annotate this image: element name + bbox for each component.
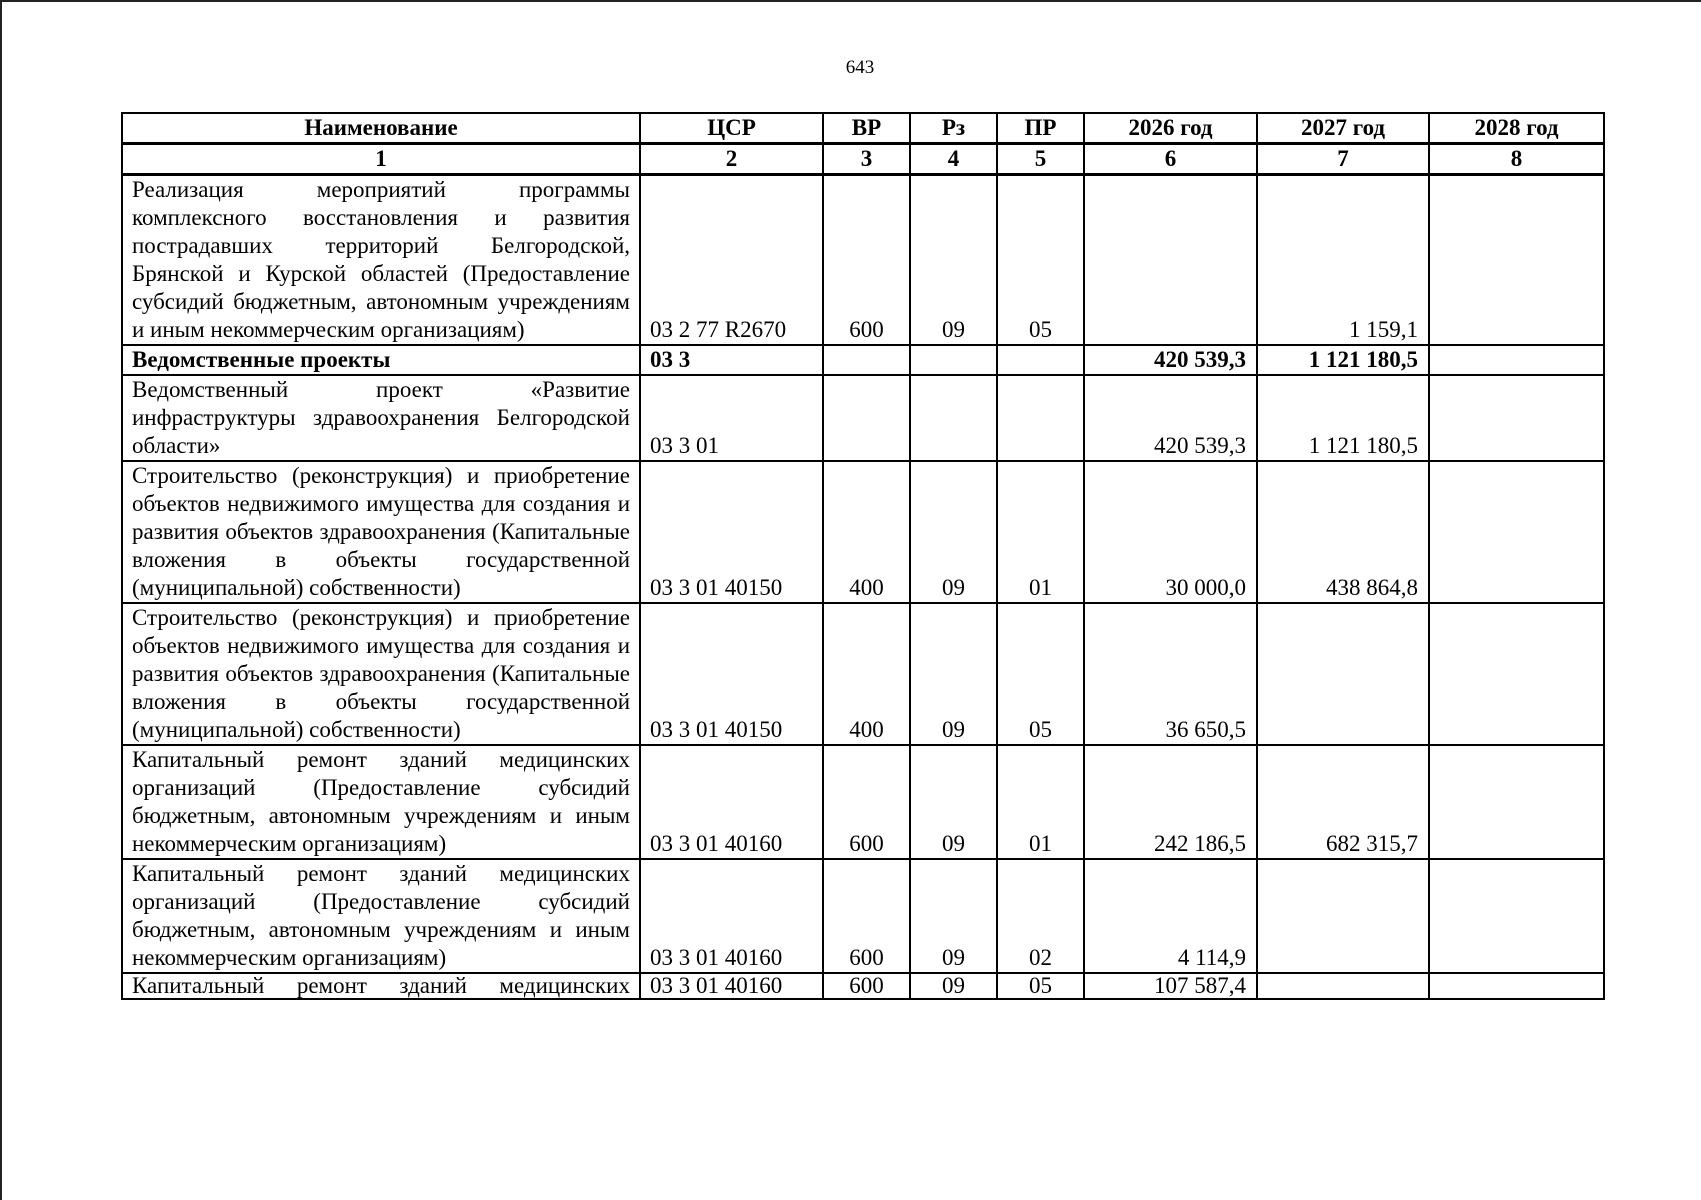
row-pr: 02: [997, 859, 1084, 973]
row-pr: 05: [997, 603, 1084, 745]
row-vr: 400: [823, 603, 910, 745]
row-vr: [823, 345, 910, 375]
table-row: [122, 175, 1604, 346]
row-2028: [1429, 375, 1604, 461]
row-2027: [1257, 859, 1429, 973]
row-2027: 438 864,8: [1257, 461, 1429, 603]
row-pr: 01: [997, 745, 1084, 859]
column-number: 5: [997, 144, 1084, 175]
row-2026: 242 186,5: [1084, 745, 1257, 859]
table-row: [122, 973, 1604, 999]
table-row: [122, 745, 1604, 859]
row-pr: [997, 375, 1084, 461]
row-2026: 30 000,0: [1084, 461, 1257, 603]
row-rz: [910, 345, 997, 375]
table-header-row: [122, 113, 1604, 144]
row-2027: 682 315,7: [1257, 745, 1429, 859]
row-2028: [1429, 859, 1604, 973]
row-vr: [823, 375, 910, 461]
header-name: Наименование: [122, 113, 640, 144]
row-rz: 09: [910, 859, 997, 973]
header-pr: ПР: [997, 113, 1084, 144]
row-name: Строительство (реконструкция) и приобретение объектов недвижимого имущества для создания и развития объектов здравоохранения (Капитальные вложения в объекты государственной (муниципальной) собственности): [122, 603, 640, 745]
row-vr: 600: [823, 175, 910, 346]
row-2028: [1429, 461, 1604, 603]
table-row: [122, 375, 1604, 461]
row-2026: 4 114,9: [1084, 859, 1257, 973]
header-rz: Рз: [910, 113, 997, 144]
row-2027: 1 121 180,5: [1257, 345, 1429, 375]
row-vr: 600: [823, 745, 910, 859]
row-2027: [1257, 973, 1429, 999]
row-2028: [1429, 175, 1604, 346]
row-rz: 09: [910, 175, 997, 346]
row-pr: 05: [997, 175, 1084, 346]
row-2027: [1257, 603, 1429, 745]
row-2028: [1429, 345, 1604, 375]
column-number: 6: [1084, 144, 1257, 175]
row-vr: 600: [823, 859, 910, 973]
row-2028: [1429, 745, 1604, 859]
row-name: Капитальный ремонт зданий медицинских: [122, 973, 640, 999]
row-name: Капитальный ремонт зданий медицинских организаций (Предоставление субсидий бюджетным, автономным учреждениям и иным некоммерческим организациям): [122, 745, 640, 859]
row-csr: 03 3: [640, 345, 823, 375]
row-csr: 03 3 01: [640, 375, 823, 461]
page-top-edge: [0, 0, 1701, 2]
header-csr: ЦСР: [640, 113, 823, 144]
header-vr: ВР: [823, 113, 910, 144]
column-number: 3: [823, 144, 910, 175]
table-row: [122, 603, 1604, 745]
row-csr: 03 3 01 40150: [640, 461, 823, 603]
row-2026: 420 539,3: [1084, 345, 1257, 375]
column-number: 7: [1257, 144, 1429, 175]
row-2028: [1429, 973, 1604, 999]
row-pr: 05: [997, 973, 1084, 999]
row-rz: 09: [910, 973, 997, 999]
budget-table: [121, 112, 1605, 1000]
row-2027: 1 159,1: [1257, 175, 1429, 346]
row-name: Строительство (реконструкция) и приобретение объектов недвижимого имущества для создания и развития объектов здравоохранения (Капитальные вложения в объекты государственной (муниципальной) собственности): [122, 461, 640, 603]
column-number: 1: [122, 144, 640, 175]
row-pr: [997, 345, 1084, 375]
row-rz: [910, 375, 997, 461]
table-row: [122, 461, 1604, 603]
row-rz: 09: [910, 461, 997, 603]
column-number: 2: [640, 144, 823, 175]
row-csr: 03 2 77 R2670: [640, 175, 823, 346]
row-name: Реализация мероприятий программы комплексного восстановления и развития пострадавших территорий Белгородской, Брянской и Курской областей (Предоставление субсидий бюджетным, автономным учреждениям и иным некоммерческим организациям): [122, 175, 640, 346]
header-2027: 2027 год: [1257, 113, 1429, 144]
row-rz: 09: [910, 745, 997, 859]
row-csr: 03 3 01 40150: [640, 603, 823, 745]
row-2026: 36 650,5: [1084, 603, 1257, 745]
header-2026: 2026 год: [1084, 113, 1257, 144]
row-csr: 03 3 01 40160: [640, 859, 823, 973]
row-pr: 01: [997, 461, 1084, 603]
column-number-row: [122, 144, 1604, 175]
header-2028: 2028 год: [1429, 113, 1604, 144]
row-vr: 400: [823, 461, 910, 603]
page-number: 643: [845, 57, 875, 78]
row-csr: 03 3 01 40160: [640, 745, 823, 859]
row-name: Капитальный ремонт зданий медицинских организаций (Предоставление субсидий бюджетным, автономным учреждениям и иным некоммерческим организациям): [122, 859, 640, 973]
row-rz: 09: [910, 603, 997, 745]
row-name: Ведомственные проекты: [122, 345, 640, 375]
column-number: 4: [910, 144, 997, 175]
row-csr: 03 3 01 40160: [640, 973, 823, 999]
row-2028: [1429, 603, 1604, 745]
page-left-edge: [0, 0, 2, 1200]
row-2026: 420 539,3: [1084, 375, 1257, 461]
row-2026: [1084, 175, 1257, 346]
column-number: 8: [1429, 144, 1604, 175]
row-vr: 600: [823, 973, 910, 999]
table-row: [122, 345, 1604, 375]
row-2026: 107 587,4: [1084, 973, 1257, 999]
table-row: [122, 859, 1604, 973]
row-2027: 1 121 180,5: [1257, 375, 1429, 461]
row-name: Ведомственный проект «Развитие инфраструктуры здравоохранения Белгородской области»: [122, 375, 640, 461]
